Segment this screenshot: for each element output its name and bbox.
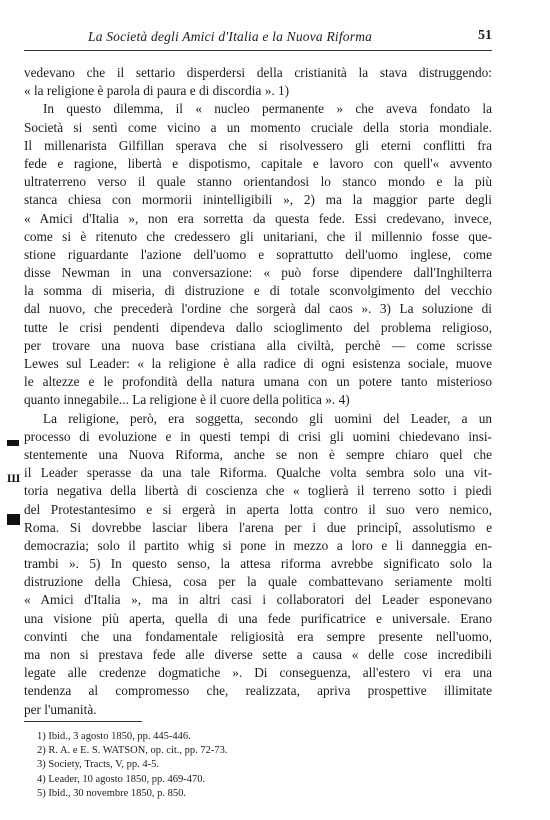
text-line: stentemente una Nuova Riforma, anche se non è sempre chiaro quel che (24, 446, 492, 462)
margin-ink-mark (7, 440, 19, 446)
text-line: Il millenarista Gilfillan sperava che si risolvessero gli eterni conflitti fra (24, 137, 492, 153)
text-line: vedevano che il settario disperdersi della cristianità la stava distruggendo: (24, 65, 492, 80)
margin-ink-mark (7, 514, 20, 525)
text-line: stione riguardante l'azione dell'uomo e soprattutto dell'uomo inglese, come (24, 246, 492, 262)
footnote-divider (24, 721, 142, 722)
running-title: La Società degli Amici d'Italia e la Nuova Riforma (88, 29, 373, 44)
margin-ink-mark: Ш (7, 471, 21, 485)
footnote: 5) Ibid., 30 novembre 1850, p. 850. (37, 787, 187, 799)
text-line: trambi ». 5) In questo senso, la attesa riforma avrebbe significato solo la (24, 556, 492, 572)
text-line: Roma. Si dovrebbe lasciar libera l'arena per i due principî, assolutismo e (24, 519, 492, 535)
text-line: distruzione della Chiesa, cosa per la quale combattevano seriamente molti (24, 574, 492, 590)
footnotes (37, 730, 397, 801)
footnote: 1) Ibid., 3 agosto 1850, pp. 445-446. (37, 731, 191, 742)
text-line: stanca chiesa con mormorii inintelligibili », 2) ma la maggior parte degli (24, 192, 492, 208)
text-line: La religione, però, era soggetta, secondo gli uomini del Leader, a un (43, 410, 492, 426)
page-number: 51 (478, 28, 492, 43)
text-line: come si è ritenuto che credessero gli unitariani, che il millennio fosse que- (24, 228, 492, 244)
text-line: « la religione è parola di paura e di discordia ». 1) (24, 83, 290, 99)
text-line: disse Newman in una conversazione: « può forse dipendere dall'Inghilterra (24, 265, 492, 281)
text-line: tutte le crisi pendenti dipendeva dallo scioglimento del problema religioso, (24, 319, 492, 335)
text-line: ma non si prestava fede alle diverse sette a causa « delle cose incredibili (24, 647, 492, 662)
text-line: processo di evoluzione e in questi tempi di crisi gli uomini chiedevano insi- (24, 428, 492, 444)
text-line: legate alle credenze dogmatiche ». Di conseguenza, all'estero vi era una (24, 665, 492, 681)
text-line: fede e ragione, libertà e dispotismo, capitale e lavoro con quell'« avvento (24, 155, 492, 171)
text-line: ultraterreno verso il quale stanno orientandosi lo stanco mondo e la più (24, 174, 492, 190)
footnote: 3) Society, Tracts, V, pp. 4-5. (37, 759, 160, 771)
text-line: Lewes sul Leader: « la religione è alla radice di ogni esistenza sociale, muove (24, 356, 492, 371)
text-line: una visione più aperta, quella di una fede purificatrice e universale. Erano (24, 610, 492, 626)
text-line: per l'umanità. (24, 701, 97, 717)
text-line: le altezze e le profondità della natura umana con un potere tanto misterioso (24, 374, 492, 390)
footnote: 4) Leader, 10 agosto 1850, pp. 469-470. (37, 773, 206, 785)
text-line: democrazia; solo il partito whig si pone in mezzo a loro e li danneggia en- (24, 537, 492, 553)
text-line: del Protestantesimo e si ergerà in aperta lotta contro il suo vero nemico, (24, 501, 492, 517)
text-line: toria negativa della libertà di coscienza che « toglierà il terreno sotto i piedi (24, 483, 492, 499)
text-line: In questo dilemma, il « nucleo permanente » che aveva fondato la (43, 101, 492, 117)
body-text (24, 64, 492, 719)
text-line: per trovare una nuova base cristiana alla civiltà, perchè — come scrisse (24, 337, 492, 353)
text-line: Società si sentì come vicino a un momento cruciale della storia mondiale. (24, 119, 492, 135)
text-line: convinti che una fondamentale religiosità era sempre presente nell'uomo, (24, 628, 492, 644)
footnote: 2) R. A. e E. S. WATSON, op. cit., pp. 72-73. (37, 745, 228, 757)
text-line: « Amici d'Italia », ma in altri casi i collaboratori del Leader esponevano (24, 592, 492, 608)
running-header (24, 28, 492, 51)
text-line: il Leader sperasse da una tale Riforma. Qualche volta sembra solo una vit- (24, 465, 492, 481)
text-line: tendenza al compromesso che, realizzata, apriva prospettive illimitate (24, 683, 492, 699)
text-line: quanto innegabile... La religione è il cuore della politica ». 4) (24, 392, 350, 408)
text-line: dal nuovo, che precederà l'ordine che sorgerà dal caos ». 3) La soluzione di (24, 301, 492, 317)
text-line: la somma di miseria, di distruzione e di totale sconvolgimento del vecchio (24, 283, 492, 299)
text-line: « Amici d'Italia », non era sorretta da questa fede. Essi credevano, invece, (24, 210, 492, 226)
